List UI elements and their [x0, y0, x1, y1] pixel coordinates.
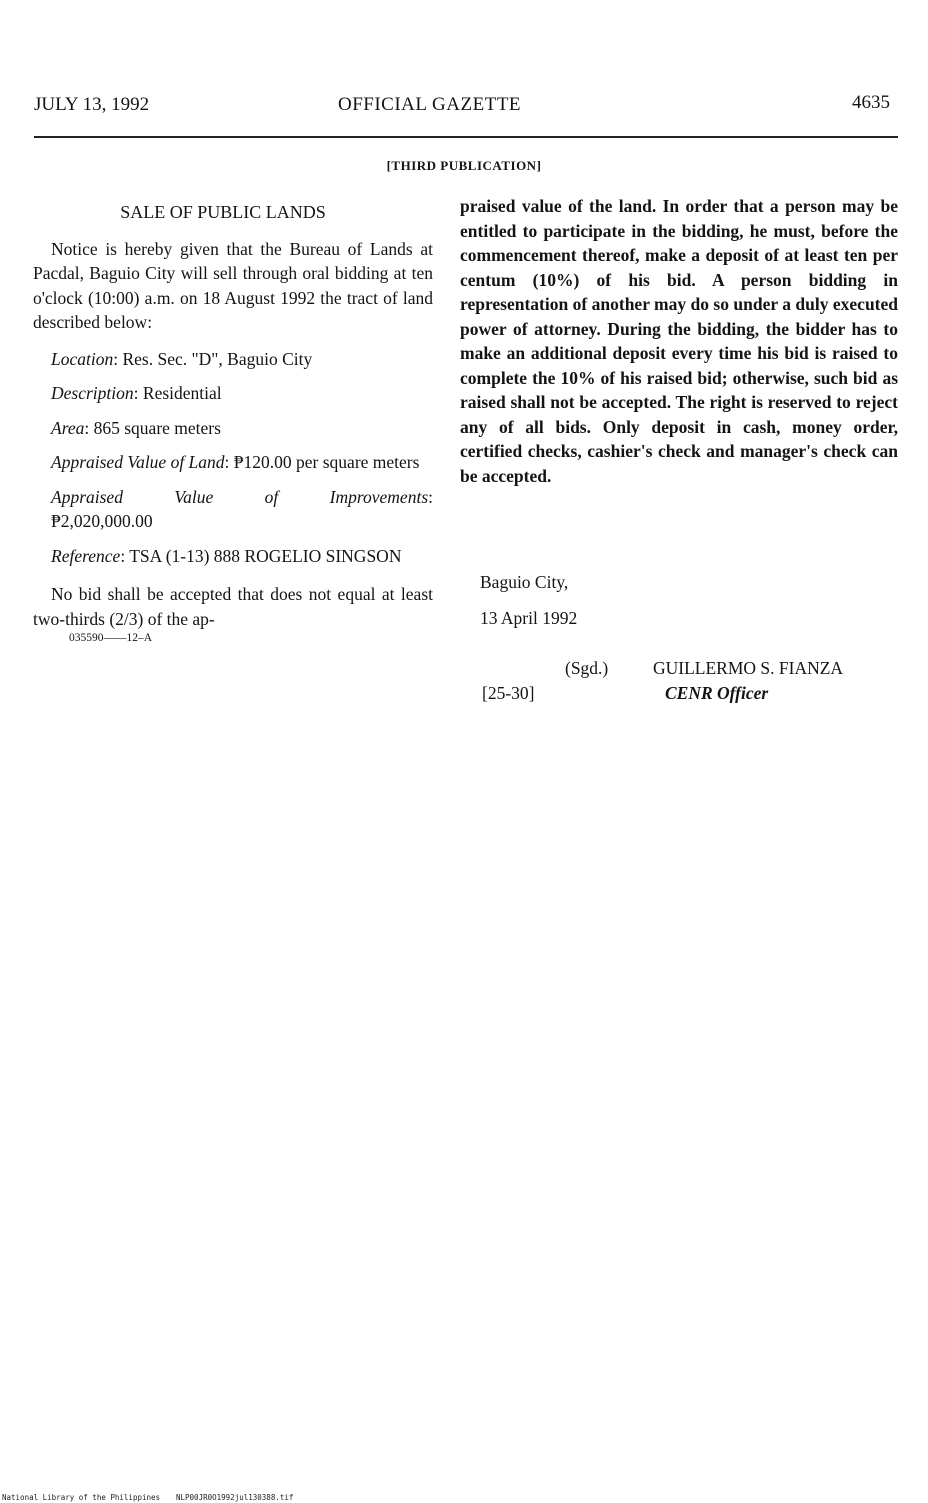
continued-text: praised value of the land. In order that a person may be entitled to participate in the bidding, he must, before the commencement thereof, make a deposit of at least ten per centum (10%) of his bid. A person bidding in representation of another may do so under a duly executed power of attorney. During the bidding, the bidder has to make an additional deposit every time his bid is raised to complete the 10% of his raised bid; otherwise, such bid as raised shall not be accepted. The right is reserved to reject any of all bids. Only deposit in cash, money order, certified checks, cashier's check and manager's check can be accepted. — [460, 196, 898, 486]
area-label: Area — [51, 417, 85, 438]
notice-heading: SALE OF PUBLIC LANDS — [120, 202, 326, 222]
header-title: OFFICIAL GAZETTE — [338, 94, 522, 115]
notice-intro: Notice is hereby given that the Bureau of Lands at Pacdal, Baguio City will sell through oral bidding at ten o'clock (10:00) a.m. on 18 August 1992 the tract of land described below: — [33, 238, 433, 332]
header-rule — [34, 136, 898, 138]
header-date: JULY 13, 1992 — [34, 94, 150, 115]
place-line: Baguio City, — [480, 572, 569, 592]
location-label: Location — [51, 348, 114, 369]
notice-date: 13 April 1992 — [480, 608, 578, 628]
footer-file: NLP00JR0O1992jul130388.tif — [176, 1493, 294, 1502]
location-value: Res. Sec. "D", Baguio City — [122, 348, 313, 369]
improvements-line: Appraised Value of Improvements: — [51, 486, 433, 507]
land-value-value: ₱120.00 per square meters — [233, 452, 420, 472]
description-line: Description: Residential — [51, 383, 222, 403]
signatory-title: CENR Officer — [665, 683, 769, 703]
area-line: Area: 865 square meters — [51, 417, 221, 438]
reference-name: ROGELIO SINGSON — [244, 545, 402, 566]
improvements-label: Appraised Value of Improvements — [51, 486, 429, 507]
location-line: Location: Res. Sec. "D", Baguio City — [51, 348, 313, 369]
description-label: Description — [51, 383, 134, 403]
footer-library: National Library of the Philippines — [2, 1493, 161, 1502]
signatory-name: GUILLERMO S. FIANZA — [653, 658, 844, 678]
notice-right-column — [460, 194, 898, 488]
land-value-line: Appraised Value of Land: ₱120.00 per square meters — [51, 452, 420, 472]
description-value: Residential — [142, 383, 222, 403]
sgd-label: (Sgd.) — [565, 658, 609, 678]
issue-range: [25-30] — [482, 683, 535, 703]
reference-label: Reference — [51, 545, 121, 566]
publication-tag: [THIRD PUBLICATION] — [386, 158, 542, 173]
reference-line: Reference: TSA (1-13) 888 ROGELIO SINGSON — [51, 545, 402, 566]
no-bid-text: No bid shall be accepted that does not equal at least two-thirds (2/3) of the ap- — [33, 584, 433, 629]
land-value-label: Appraised Value of Land — [51, 452, 225, 472]
area-value: 865 square meters — [93, 417, 221, 438]
header-page-number: 4635 — [852, 92, 890, 113]
improvements-value: ₱2,020,000.00 — [51, 511, 153, 531]
reference-value: TSA (1-13) 888 — [129, 545, 241, 566]
notice-left-column — [33, 200, 433, 645]
notice-code: 035590——12–A — [69, 632, 153, 644]
